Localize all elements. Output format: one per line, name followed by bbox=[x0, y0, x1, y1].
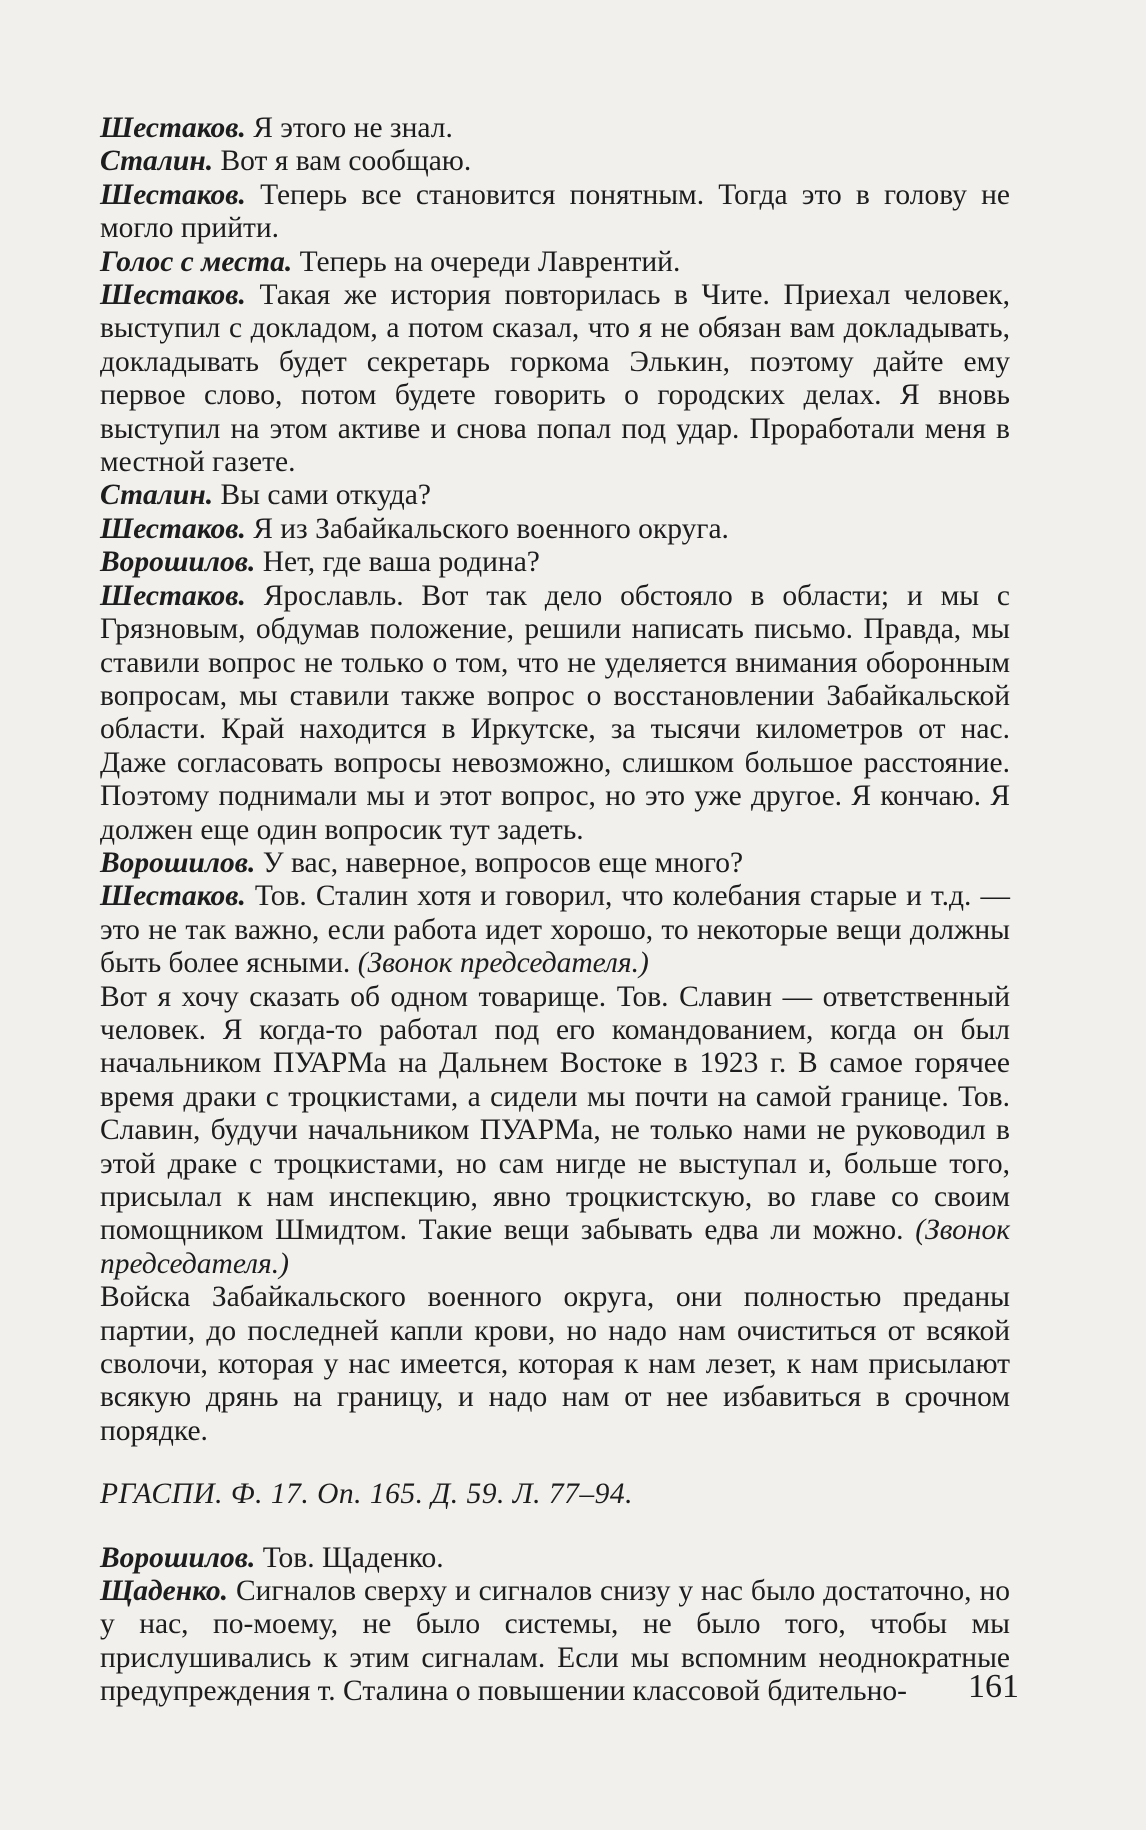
paragraph bbox=[100, 981, 1010, 1282]
paragraph bbox=[100, 279, 1010, 479]
speech-text: Сигналов сверху и сигналов снизу у нас было достаточно, но у нас, по-моему, не было системы, не было того, чтобы мы прислушивались к этим сигналам. Если мы вспомним неоднократные предупреждения т. Сталина о повышении классовой бдительно- bbox=[100, 1575, 1010, 1708]
speaker-name: Щаденко. bbox=[100, 1575, 229, 1608]
speaker-name: Шестаков. bbox=[100, 880, 246, 913]
speech-text: Теперь на очереди Лаврентий. bbox=[299, 245, 681, 278]
paragraph bbox=[100, 546, 1010, 579]
speech-text: Ярославль. Вот так дело обстояло в области; и мы с Грязновым, обдумав положение, решили написать письмо. Правда, мы ставили вопрос не только о том, что не уделяется внимания оборонным вопросам, мы ставили также вопрос о восстановлении Забайкальской области. Край находится в Иркутске, за тысячи километров от нас. Даже согласовать вопросы невозможно, слишком большое расстояние. Поэтому поднимали мы и этот вопрос, но это уже другое. Я кончаю. Я должен еще один вопросик тут задеть. bbox=[100, 579, 1011, 846]
speech-text: У вас, наверное, вопросов еще много? bbox=[262, 846, 744, 879]
speech-text: Нет, где ваша родина? bbox=[262, 546, 540, 579]
speech-text: Войска Забайкальского военного округа, они полностью преданы партии, до последней капли крови, но надо нам очиститься от всякой сволочи, которая у нас имеется, которая к нам лезет, к нам присылают всякую дрянь на границу, и надо нам от нее избавиться в срочном порядке. bbox=[100, 1281, 1010, 1447]
speaker-name: Ворошилов. bbox=[100, 846, 256, 879]
paragraph bbox=[100, 1575, 1010, 1709]
speaker-name: Шестаков. bbox=[100, 112, 246, 144]
paragraph bbox=[100, 179, 1010, 246]
speaker-name: Ворошилов. bbox=[100, 1541, 256, 1574]
speaker-name: Шестаков. bbox=[100, 579, 246, 612]
speaker-name: Сталин. bbox=[100, 479, 214, 512]
page-number: 161 bbox=[968, 1668, 1019, 1705]
paragraph bbox=[100, 847, 1010, 880]
archive-source: РГАСПИ. Ф. 17. Оп. 165. Д. 59. Л. 77–94. bbox=[100, 1478, 634, 1511]
speech-text: Такая же история повторилась в Чите. Приехал человек, выступил с докладом, а потом сказал, что я не обязан вам докладывать, докладывать будет секретарь горкома Элькин, поэтому дайте ему первое слово, потом будете говорить о городских делах. Я вновь выступил на этом активе и снова попал под удар. Проработали меня в местной газете. bbox=[100, 279, 1011, 479]
speaker-name: Сталин. bbox=[100, 145, 214, 178]
speech-text: Я из Забайкальского военного округа. bbox=[253, 512, 729, 545]
paragraph bbox=[100, 880, 1010, 980]
speech-text: Вот я хочу сказать об одном товарище. Тов. Славин — ответственный человек. Я когда-то работал под его командованием, когда он был начальником ПУАРМа на Дальнем Востоке в 1923 г. В самое горячее время драки с троцкистами, а сидели мы почти на самой границе. Тов. Славин, будучи начальником ПУАРМа, не только нами не руководил в этой драке с троцкистами, но сам нигде не выступал и, больше того, присылал к нам инспекцию, явно троцкистскую, во главе со своим помощником Шмидтом. Такие вещи забывать едва ли можно. bbox=[100, 980, 1010, 1247]
speaker-name: Голос с места. bbox=[100, 245, 293, 278]
paragraph bbox=[100, 112, 1010, 145]
stage-remark: (Звонок председателя.) bbox=[100, 1214, 1011, 1280]
paragraph bbox=[100, 479, 1010, 512]
speaker-name: Шестаков. bbox=[100, 512, 246, 545]
speech-text: Теперь все становится понятным. Тогда это в голову не могло прийти. bbox=[100, 178, 1011, 245]
paragraph bbox=[100, 1281, 1010, 1448]
speech-text: Тов. Сталин хотя и говорил, что колебания старые и т.д. — это не так важно, если работа идет хорошо, то некоторые вещи должны быть более ясными. bbox=[100, 880, 1010, 980]
speech-text: Вот я вам сообщаю. bbox=[220, 145, 472, 178]
speech-text: Вы сами откуда? bbox=[220, 479, 431, 512]
speaker-name: Шестаков. bbox=[100, 178, 246, 211]
speaker-name: Ворошилов. bbox=[100, 546, 256, 579]
speech-text: Я этого не знал. bbox=[253, 112, 453, 144]
paragraph bbox=[100, 1542, 1010, 1575]
paragraph bbox=[100, 513, 1010, 546]
speaker-name: Шестаков. bbox=[100, 279, 246, 312]
speech-text: Тов. Щаденко. bbox=[262, 1541, 444, 1574]
text-block bbox=[100, 112, 1010, 1709]
paragraph bbox=[100, 246, 1010, 279]
paragraph bbox=[100, 145, 1010, 178]
stage-remark: (Звонок председателя.) bbox=[357, 947, 649, 980]
paragraph bbox=[100, 580, 1010, 847]
